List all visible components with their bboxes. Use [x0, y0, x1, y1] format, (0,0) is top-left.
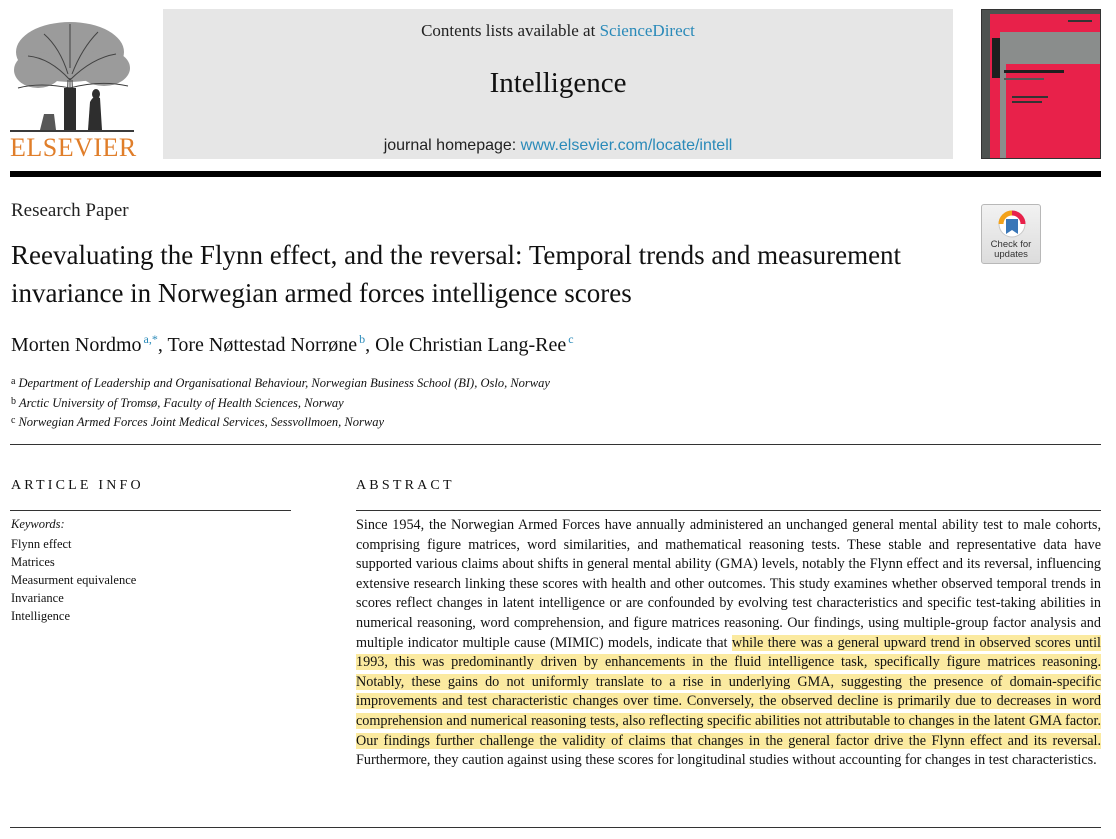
author-separator: , — [157, 334, 168, 356]
article-info-divider — [10, 510, 291, 511]
keyword-item[interactable]: Matrices — [11, 555, 55, 569]
author-sup[interactable]: a,* — [143, 332, 158, 346]
affiliation-item — [11, 373, 550, 393]
elsevier-logo[interactable] — [10, 18, 136, 162]
journal-banner — [163, 9, 953, 159]
article-type: Research Paper — [11, 200, 129, 221]
keyword-item[interactable]: Measurment equivalence — [11, 573, 137, 587]
author-name[interactable]: Morten Nordmo — [11, 334, 142, 356]
abstract-body[interactable] — [356, 516, 1101, 771]
author-separator: , — [365, 334, 376, 356]
section-divider — [10, 444, 1101, 445]
author-name[interactable]: Tore Nøttestad Norrøne — [167, 334, 358, 356]
abstract-divider — [356, 510, 1101, 511]
homepage-link[interactable]: www.elsevier.com/locate/intell — [520, 137, 733, 154]
affiliation-item — [11, 412, 550, 432]
check-updates-icon — [982, 207, 1042, 243]
keywords-list — [11, 535, 136, 625]
homepage-line — [163, 137, 953, 155]
keyword-item[interactable]: Invariance — [11, 591, 64, 605]
journal-cover-image[interactable] — [981, 9, 1101, 159]
header-divider — [10, 171, 1101, 177]
author-sup[interactable]: c — [568, 332, 574, 346]
author-name[interactable]: Ole Christian Lang-Ree — [375, 334, 567, 356]
journal-title[interactable]: Intelligence — [489, 67, 627, 99]
author-sup[interactable]: b — [359, 332, 366, 346]
affiliation-list — [11, 373, 550, 432]
affiliation-mark: a — [11, 376, 16, 387]
affiliation-mark: c — [11, 415, 16, 426]
affiliation-text: Department of Leadership and Organisational Behaviour, Norwegian Business School (BI), Oslo, Norway — [18, 376, 550, 390]
author-list — [11, 332, 574, 357]
article-title: Reevaluating the Flynn effect, and the reversal: Temporal trends and measurement invariance in Norwegian armed forces intelligence scores — [11, 240, 902, 308]
elsevier-tree-icon — [10, 18, 134, 134]
article-info-heading: ARTICLE INFO — [11, 478, 144, 493]
contents-prefix: Contents lists available at — [421, 21, 600, 40]
abstract-text-part: Since 1954, the Norwegian Armed Forces have annually administered an unchanged general mental ability test to male cohorts, comprising figure matrices, word similarities, and mathematical reasoning tests. These stable and representative data have supported various claims about shifts in general mental ability (GMA) levels, notably the Flynn effect and its reversal, influencing extensive research linking these scores with health and other outcomes. This study examines whether observed temporal trends in scores reflect changes in latent intelligence or are confounded by evolving test characteristics and specific test-taking abilities in numerical reasoning, word comprehension, and figure matrices reasoning. Our findings, using multiple-group factor analysis and multiple indicator multiple cause (MIMIC) models, indicate that — [356, 517, 1101, 651]
affiliation-text: Norwegian Armed Forces Joint Medical Services, Sessvollmoen, Norway — [18, 415, 385, 429]
affiliation-item — [11, 393, 550, 413]
keyword-item[interactable]: Flynn effect — [11, 537, 72, 551]
contents-line — [163, 21, 953, 41]
check-updates-label: Check for updates — [990, 239, 1032, 260]
elsevier-wordmark: ELSEVIER — [10, 133, 137, 162]
abstract-heading: ABSTRACT — [356, 478, 455, 493]
affiliation-mark: b — [11, 395, 16, 407]
check-for-updates-button[interactable] — [981, 204, 1041, 264]
footer-divider — [10, 827, 1101, 828]
sciencedirect-link[interactable]: ScienceDirect — [599, 21, 695, 40]
keyword-item[interactable]: Intelligence — [11, 609, 70, 623]
abstract-text-part: Furthermore, they caution against using these scores for longitudinal studies without accounting for changes in test characteristics. — [356, 752, 1097, 769]
homepage-prefix: journal homepage: — [383, 137, 521, 154]
keywords-label: Keywords: — [11, 517, 65, 531]
abstract-highlight: while there was a general upward trend in observed scores until 1993, this was predominantly driven by enhancements in the fluid intelligence task, specifically figure matrices reasoning. Notably, these gains do not uniformly translate to a rise in underlying GMA, suggesting the presence of domain-specific improvements and test characteristic changes over time. Conversely, the observed decline is primarily due to decreases in word comprehension and numerical reasoning tests, also reflecting specific abilities not attributable to changes in the latent GMA factor. Our findings further challenge the validity of claims that changes in the general factor drive the Flynn effect and its reversal. — [356, 634, 1101, 749]
affiliation-text: Arctic University of Tromsø, Faculty of Health Sciences, Norway — [19, 395, 344, 410]
